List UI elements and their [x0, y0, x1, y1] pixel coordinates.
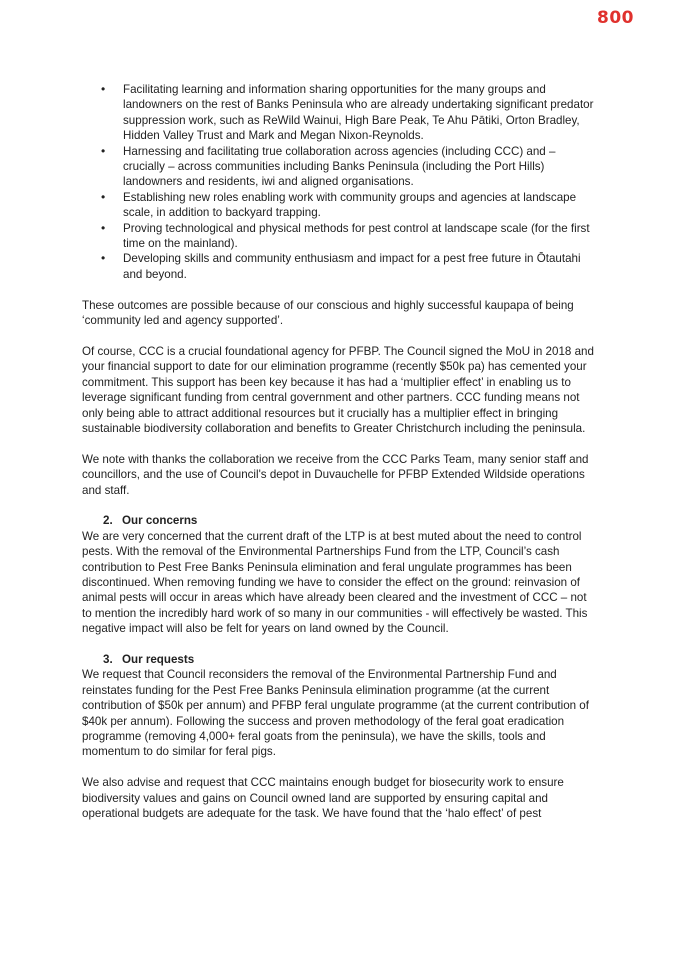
document-body	[82, 82, 596, 821]
biosecurity-paragraph: We also advise and request that CCC maintains enough budget for biosecurity work to ensure biodiversity values and gains on Council owned land are supported by ensuring capital and operational budgets are adequate for the task. We have found that the ‘halo effect’ of pest	[82, 776, 564, 820]
concerns-paragraph: We are very concerned that the current draft of the LTP is at best muted about the need to control pests. With the removal of the Environmental Partnerships Fund from the LTP, Council’s cash contribution to Pest Free Banks Peninsula elimination and feral ungulate programmes has been discontinued. When removing funding we have to consider the effect on the ground: reinvasion of animal pests will occur in areas which have already been cleared and the investment of CCC – not to mention the incredibly hard work of so many in our communities - will effectively be wasted. This negative impact will also be felt for years on land owned by the Council.	[82, 529, 588, 636]
list-item	[82, 190, 596, 221]
requests-paragraph: We request that Council reconsiders the removal of the Environmental Partnership Fund and reinstates funding for the Pest Free Banks Peninsula elimination programme (at the current contribution of $50k per annum) and PFBP feral ungulate programme (at the current contribution of $40k per annum). Following the success and proven methodology of the feral goat eradication programme (removing 4,000+ feral goats from the peninsula), we have the skills, tools and momentum to do similar for feral pigs.	[82, 668, 589, 759]
list-item	[82, 82, 596, 144]
requests-heading	[82, 652, 596, 667]
page-number: 800	[597, 8, 634, 28]
list-item	[82, 144, 596, 190]
thanks-paragraph: We note with thanks the collaboration we receive from the CCC Parks Team, many senior staff and councillors, and the use of Council's depot in Duvauchelle for PFBP Extended Wildside operations and staff.	[82, 452, 589, 497]
outcomes-list	[82, 82, 596, 282]
list-item-text: Developing skills and community enthusiasm and impact for a pest free future in Ōtautahi and beyond.	[123, 252, 581, 281]
ccc-paragraph: Of course, CCC is a crucial foundational agency for PFBP. The Council signed the MoU in 2018 and your financial support to date for our elimination programme (recently $50k pa) has cemented your commitment. This support has been key because it has had a ‘multiplier effect’ in enabling us to leverage significant funding from central government and other partners. CCC funding means not only being able to attract additional resources but it crucially has a multiplier effect in bringing sustainable biodiversity collaboration and benefits to Greater Christchurch including the peninsula.	[82, 344, 594, 435]
section-title: Our concerns	[122, 514, 198, 528]
bullet-icon: •	[101, 189, 106, 204]
outcomes-paragraph: These outcomes are possible because of our conscious and highly successful kaupapa of being ‘community led and agency supported’.	[82, 298, 574, 328]
list-item-text: Facilitating learning and information sharing opportunities for the many groups and landowners on the rest of Banks Peninsula who are already undertaking significant predator suppression work, such as ReWild Wainui, High Bare Peak, Te Ahu Pātiki, Orton Bradley, Hidden Valley Trust and Mark and Megan Nixon-Reynolds.	[123, 83, 594, 143]
bullet-icon: •	[101, 220, 106, 235]
bullet-icon: •	[101, 82, 106, 96]
list-item	[82, 251, 596, 282]
list-item	[82, 221, 596, 252]
list-item-text: Establishing new roles enabling work with community groups and agencies at landscape scale, in addition to backyard trapping.	[123, 190, 577, 220]
list-item-text: Harnessing and facilitating true collaboration across agencies (including CCC) and – crucially – across communities including Banks Peninsula (including the Port Hills) landowners and residents, iwi and aligned organisations.	[123, 144, 556, 189]
section-number: 2.	[103, 514, 113, 528]
bullet-icon: •	[101, 251, 106, 266]
section-title: Our requests	[122, 652, 195, 666]
list-item-text: Proving technological and physical methods for pest control at landscape scale (for the first time on the mainland).	[123, 221, 590, 251]
bullet-icon: •	[101, 143, 106, 158]
section-number: 3.	[103, 652, 113, 666]
concerns-heading	[82, 513, 596, 528]
